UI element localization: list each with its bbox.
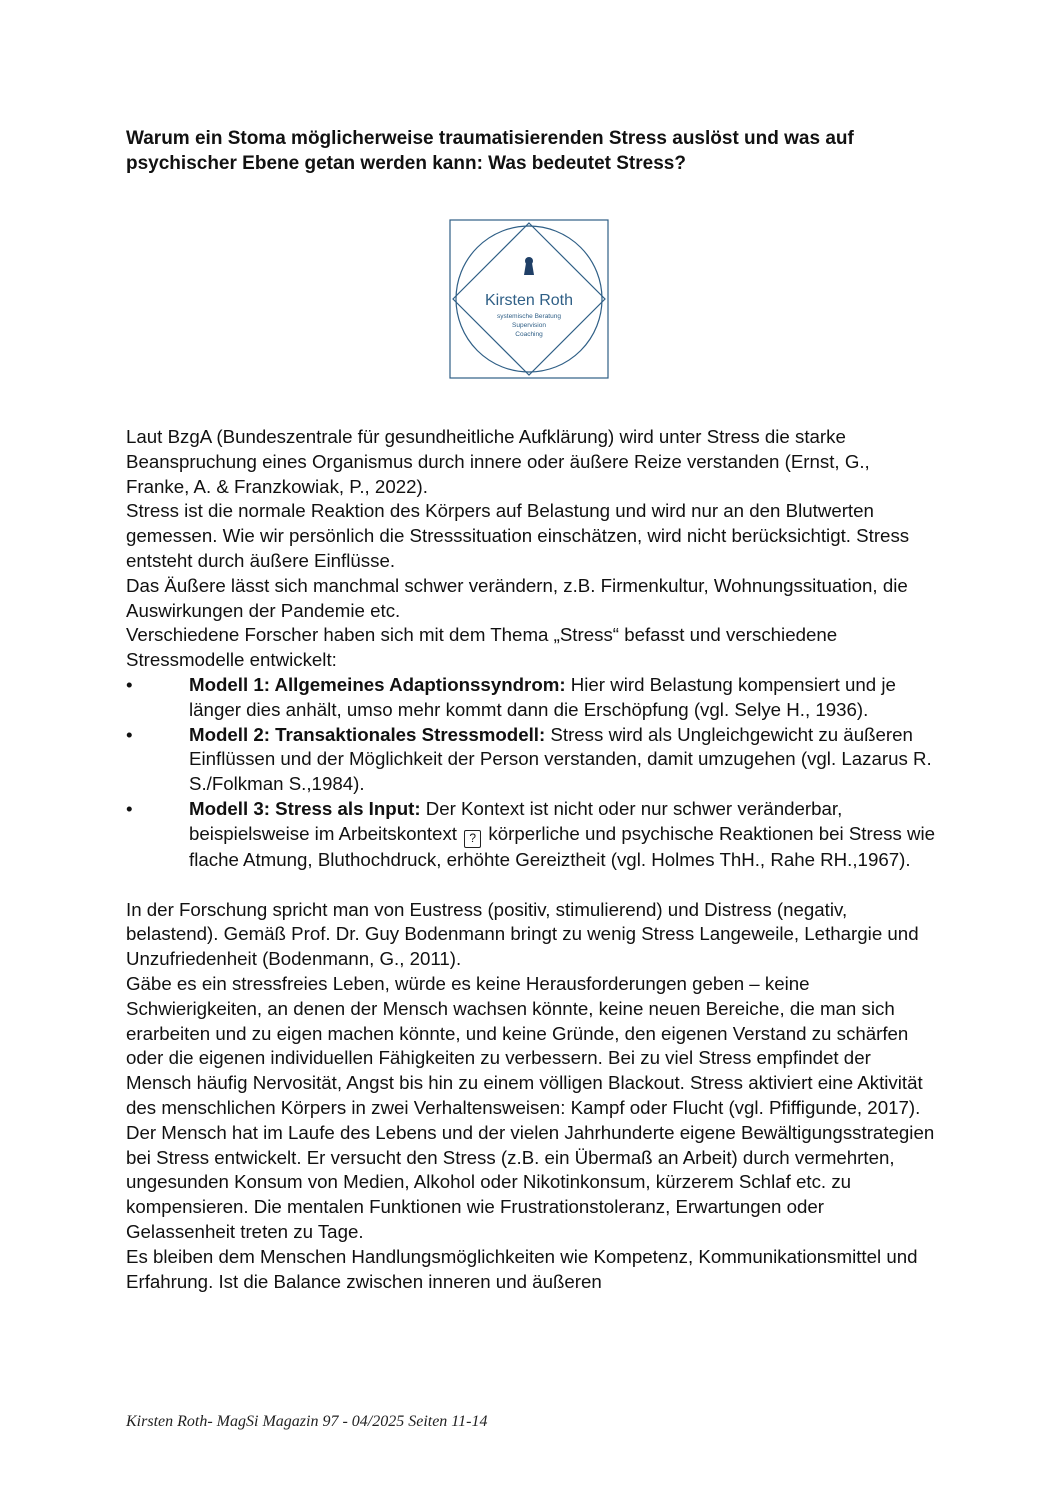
spacer [126,873,938,898]
paragraph: Es bleiben dem Menschen Handlungsmöglichkeiten wie Kompetenz, Kommunikationsmittel und Erfahrung. Ist die Balance zwischen inneren und äußeren [126,1245,918,1292]
article-body [126,425,938,1294]
paragraph: In der Forschung spricht man von Eustress (positiv, stimulierend) und Distress (negativ, belastend). Gemäß Prof. Dr. Guy Bodenmann bringt zu wenig Stress Langeweile, Lethargie und Unzufriedenheit (Bodenmann, G., 2011). [126,898,919,970]
paragraph: Stress ist die normale Reaktion des Körpers auf Belastung und wird nur an den Blutwerten gemessen. Wie wir persönlich die Stresssituation einschätzen, wird nicht berücksichtigt. Stress entsteht durch äußere Einflüsse. [126,500,910,571]
bullet: • [126,797,133,819]
paragraph: Gäbe es ein stressfreies Leben, würde es keine Herausforderungen geben – keine Schwierigkeiten, an denen der Mensch wachsen könnte, keine neuen Bereiche, die man sich erarbeiten und zu eigen machen könnte, und keine Gründe, den eigenen Verstand zu schärfen oder die eigenen individuellen Fähigkeiten zu verbessern. Bei zu viel Stress empfindet der Mensch häufig Nervosität, Angst bis hin zu einem völligen Blackout. Stress aktiviert eine Aktivität des menschlichen Körpers in zwei Verhaltensweisen: Kampf oder Flucht (vgl. Pfiffigunde, 2017). [126,972,923,1118]
list-item [126,797,938,873]
paragraph: Laut BzgA (Bundeszentrale für gesundheitliche Aufklärung) wird unter Stress die starke Beanspruchung eines Organismus durch innere oder äußere Reize verstanden (Ernst, G., Franke, A. & Franzkowiak, P., 2022). [126,426,870,497]
model-text: Hier wird Belastung kompensiert und je länger dies anhält, umso mehr kommt dann die Erschöpfung (vgl. Selye H., 1936). [189,673,896,720]
logo-line3: Coaching [515,331,543,338]
keyhole-icon [524,257,534,275]
paragraph: Das Äußere lässt sich manchmal schwer verändern, z.B. Firmenkultur, Wohnungssituation, die Auswirkungen der Pandemie etc. [126,574,908,621]
model-label: Modell 1: Allgemeines Adaptionssyndrom: [189,673,566,695]
logo [449,219,609,379]
page-title: Warum ein Stoma möglicherweise traumatisierenden Stress auslöst und was auf psychischer Ebene getan werden kann: Was bedeutet Stress? [126,128,854,174]
missing-glyph-icon: ? [464,830,481,848]
list-item [126,673,938,723]
model-text: Stress wird als Ungleichgewicht zu äußeren Einflüssen und der Möglichkeit der Person verstanden, damit umzugehen (vgl. Lazarus R. S./Folkman S.,1984). [189,723,932,795]
paragraph: Der Mensch hat im Laufe des Lebens und der vielen Jahrhunderte eigene Bewältigungsstrategien bei Stress entwickelt. Er versucht den Stress (z.B. ein Übermaß an Arbeit) durch vermehrten, ungesunden Konsum von Medien, Alkohol oder Nikotinkonsum, kürzerem Schlaf etc. zu kompensieren. Die mentalen Funktionen wie Frustrationstoleranz, Erwartungen oder Gelassenheit treten zu Tage. [126,1121,935,1242]
model-label: Modell 2: Transaktionales Stressmodell: [189,723,546,745]
bullet: • [126,673,133,695]
bullet: • [126,723,133,745]
stress-models-list [126,673,938,873]
list-item [126,723,938,797]
model-text: Der Kontext ist nicht oder nur schwer veränderbar, beispielsweise im Arbeitskontext [189,797,843,844]
paragraph: Verschiedene Forscher haben sich mit dem Thema „Stress“ befasst und verschiedene Stressmodelle entwickelt: [126,624,838,671]
page-footer: Kirsten Roth- MagSi Magazin 97 - 04/2025 Seiten 11-14 [126,1413,488,1430]
logo-line2: Supervision [512,322,546,329]
logo-name: Kirsten Roth [484,292,574,309]
model-label: Modell 3: Stress als Input: [189,797,421,819]
logo-line1: systemische Beratung [497,313,561,320]
model-text-continued: körperliche und psychische Reaktionen bei Stress wie flache Atmung, Bluthochdruck, erhöhte Gereiztheit (vgl. Holmes ThH., Rahe RH.,1967). [189,822,936,870]
